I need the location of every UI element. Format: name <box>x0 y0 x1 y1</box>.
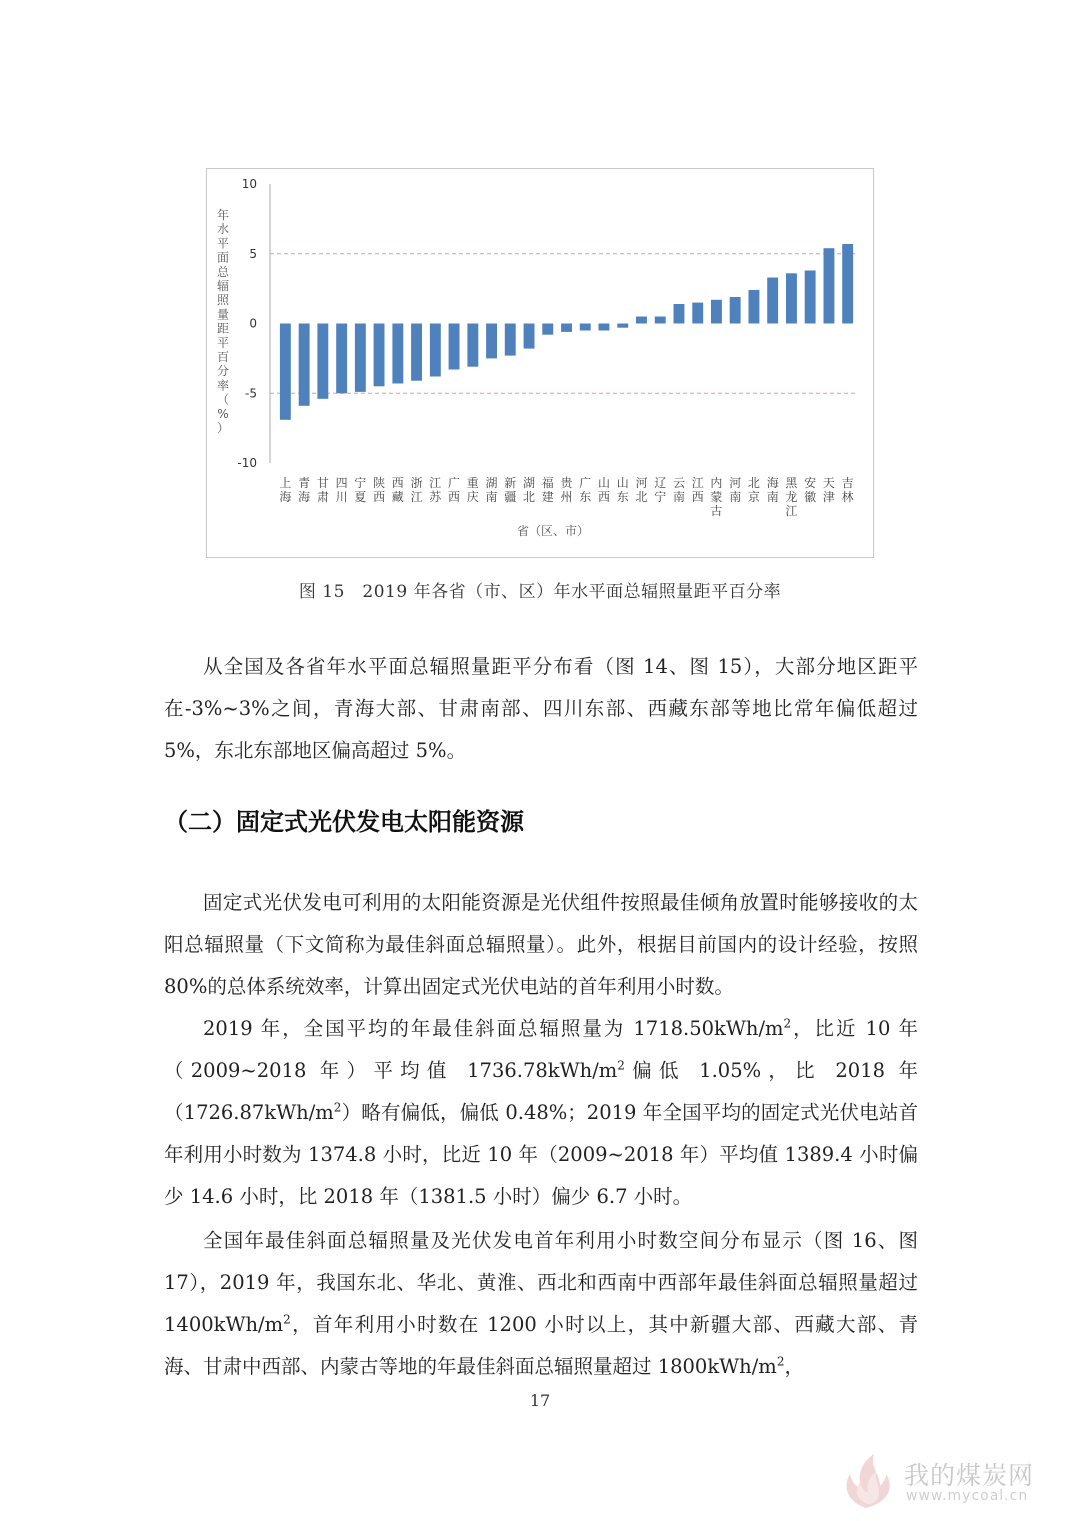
category-label-7: 浙江 <box>410 476 423 504</box>
y-tick-label-4: -10 <box>237 456 257 470</box>
y-axis-title: 年水平面总辐照量距平百分率（%） <box>216 208 230 435</box>
bar-27 <box>786 273 797 323</box>
p4-sup-2: 2 <box>776 1354 785 1369</box>
bar-1 <box>299 324 310 406</box>
category-label-13: 湖北 <box>522 476 536 504</box>
p4-text-1: 全国年最佳斜面总辐照量及光伏发电首年利用小时数空间分布显示（图 16、图 17），2019 年，我国东北、华北、黄淮、西北和西南中西部年最佳斜面总辐照量超过 1400kWh/m <box>164 1229 918 1336</box>
figure-caption: 图 15 2019 年各省（市、区）年水平面总辐照量距平百分率 <box>298 582 782 602</box>
flame-logo-icon <box>836 1452 900 1510</box>
bar-6 <box>392 324 403 384</box>
category-label-25: 北京 <box>747 476 760 504</box>
category-label-21: 云南 <box>672 476 686 504</box>
bar-chart <box>207 169 875 559</box>
p3-sup-2: 2 <box>617 1058 625 1073</box>
category-label-12: 新疆 <box>504 476 517 504</box>
category-label-22: 江西 <box>691 476 704 504</box>
paragraph-3 <box>164 1008 918 1218</box>
bar-2 <box>317 324 328 399</box>
page-number: 17 <box>529 1391 551 1410</box>
category-label-16: 广东 <box>579 476 592 504</box>
category-label-9: 广西 <box>447 476 461 504</box>
bar-29 <box>824 248 835 323</box>
bar-0 <box>280 324 291 420</box>
category-label-1: 青海 <box>298 476 311 504</box>
category-label-5: 陕西 <box>373 476 386 504</box>
watermark-name: 我的煤炭网 <box>904 1461 1035 1490</box>
bar-24 <box>730 297 741 324</box>
p3-sup-3: 2 <box>333 1100 342 1115</box>
bar-18 <box>617 324 628 328</box>
category-label-14: 福建 <box>541 476 554 504</box>
y-tick-label-1: 5 <box>249 246 257 261</box>
watermark <box>836 1450 1066 1512</box>
category-label-8: 江苏 <box>429 476 442 504</box>
bar-9 <box>449 324 460 370</box>
bar-10 <box>467 324 478 367</box>
x-axis-title: 省（区、市） <box>516 524 590 538</box>
y-tick-label-0: 10 <box>241 177 257 191</box>
category-label-17: 山西 <box>597 476 611 504</box>
bar-14 <box>542 324 553 335</box>
bar-15 <box>561 324 572 332</box>
bar-5 <box>374 324 385 387</box>
p4-text-3: ， <box>784 1355 804 1378</box>
bar-23 <box>711 300 722 324</box>
p4-text-2: ，首年利用小时数在 1200 小时以上，其中新疆大部、西藏大部、青海、甘肃中西部、内蒙古等地的年最佳斜面总辐照量超过 1800kWh/m <box>164 1313 918 1378</box>
paragraph-1: 从全国及各省年水平面总辐照量距平分布看（图 14、图 15），大部分地区距平在-3%~3%之间，青海大部、甘肃南部、四川东部、西藏东部等地比常年偏低超过 5%，东北东部地区偏高超过 5%。 <box>164 655 918 762</box>
p3-text-3: 偏低 1.05%，比 2018 年（1726.87kWh/m <box>164 1059 918 1124</box>
bar-22 <box>692 303 703 324</box>
bar-8 <box>430 324 441 377</box>
category-label-6: 西藏 <box>391 476 404 504</box>
category-label-11: 湖南 <box>485 476 498 504</box>
category-label-15: 贵州 <box>560 476 573 504</box>
category-label-10: 重庆 <box>466 476 479 504</box>
bar-25 <box>749 290 760 324</box>
bar-26 <box>767 278 778 324</box>
p3-text-1: 2019 年，全国平均的年最佳斜面总辐照量为 1718.50kWh/m <box>203 1017 784 1040</box>
category-label-29: 天津 <box>822 476 835 504</box>
category-label-4: 宁夏 <box>354 476 367 504</box>
bar-30 <box>842 244 853 324</box>
category-label-24: 河南 <box>729 476 742 504</box>
bar-3 <box>336 324 347 394</box>
category-label-23: 内蒙古 <box>710 476 723 518</box>
bar-13 <box>524 324 535 349</box>
category-label-3: 四川 <box>335 476 348 504</box>
bar-4 <box>355 324 366 392</box>
bar-11 <box>486 324 497 359</box>
watermark-url: www.mycoal.cn <box>906 1488 1029 1504</box>
y-tick-label-3: -5 <box>245 386 257 401</box>
p3-text-2: ，比近 10 年（2009~2018 年）平均值 1736.78kWh/m <box>164 1017 918 1082</box>
category-label-2: 甘肃 <box>316 476 329 504</box>
category-label-30: 吉林 <box>841 476 854 504</box>
category-label-27: 黑龙江 <box>785 476 798 518</box>
bar-12 <box>505 324 516 356</box>
category-label-28: 安徽 <box>804 476 817 504</box>
bar-21 <box>674 304 685 324</box>
bar-16 <box>580 324 591 331</box>
chart-container <box>206 168 874 558</box>
bar-17 <box>599 324 610 331</box>
p4-sup-1: 2 <box>283 1312 291 1327</box>
category-label-20: 辽宁 <box>654 476 667 504</box>
section-heading: （二）固定式光伏发电太阳能资源 <box>164 808 524 836</box>
p3-text-4: ）略有偏低，偏低 0.48%；2019 年全国平均的固定式光伏电站首年利用小时数为 1374.8 小时，比近 10 年（2009~2018 年）平均值 1389.4 小时偏少 14.6 小时，比 2018 年（1381.5 小时）偏少 6.7 小时。 <box>164 1101 918 1208</box>
y-tick-label-2: 0 <box>249 316 257 331</box>
paragraph-4 <box>164 1220 918 1388</box>
category-label-18: 山东 <box>616 476 629 504</box>
category-label-0: 上海 <box>279 476 292 504</box>
bar-28 <box>805 271 816 324</box>
category-label-26: 海南 <box>766 476 779 504</box>
bar-7 <box>411 324 422 381</box>
bar-19 <box>636 317 647 324</box>
p3-sup-1: 2 <box>783 1016 792 1031</box>
paragraph-2: 固定式光伏发电可利用的太阳能资源是光伏组件按照最佳倾角放置时能够接收的太阳总辐照量（下文简称为最佳斜面总辐照量）。此外，根据目前国内的设计经验，按照 80%的总体系统效率，计算出固定式光伏电站的首年利用小时数。 <box>164 891 918 998</box>
bar-20 <box>655 317 666 324</box>
category-label-19: 河北 <box>635 476 648 504</box>
